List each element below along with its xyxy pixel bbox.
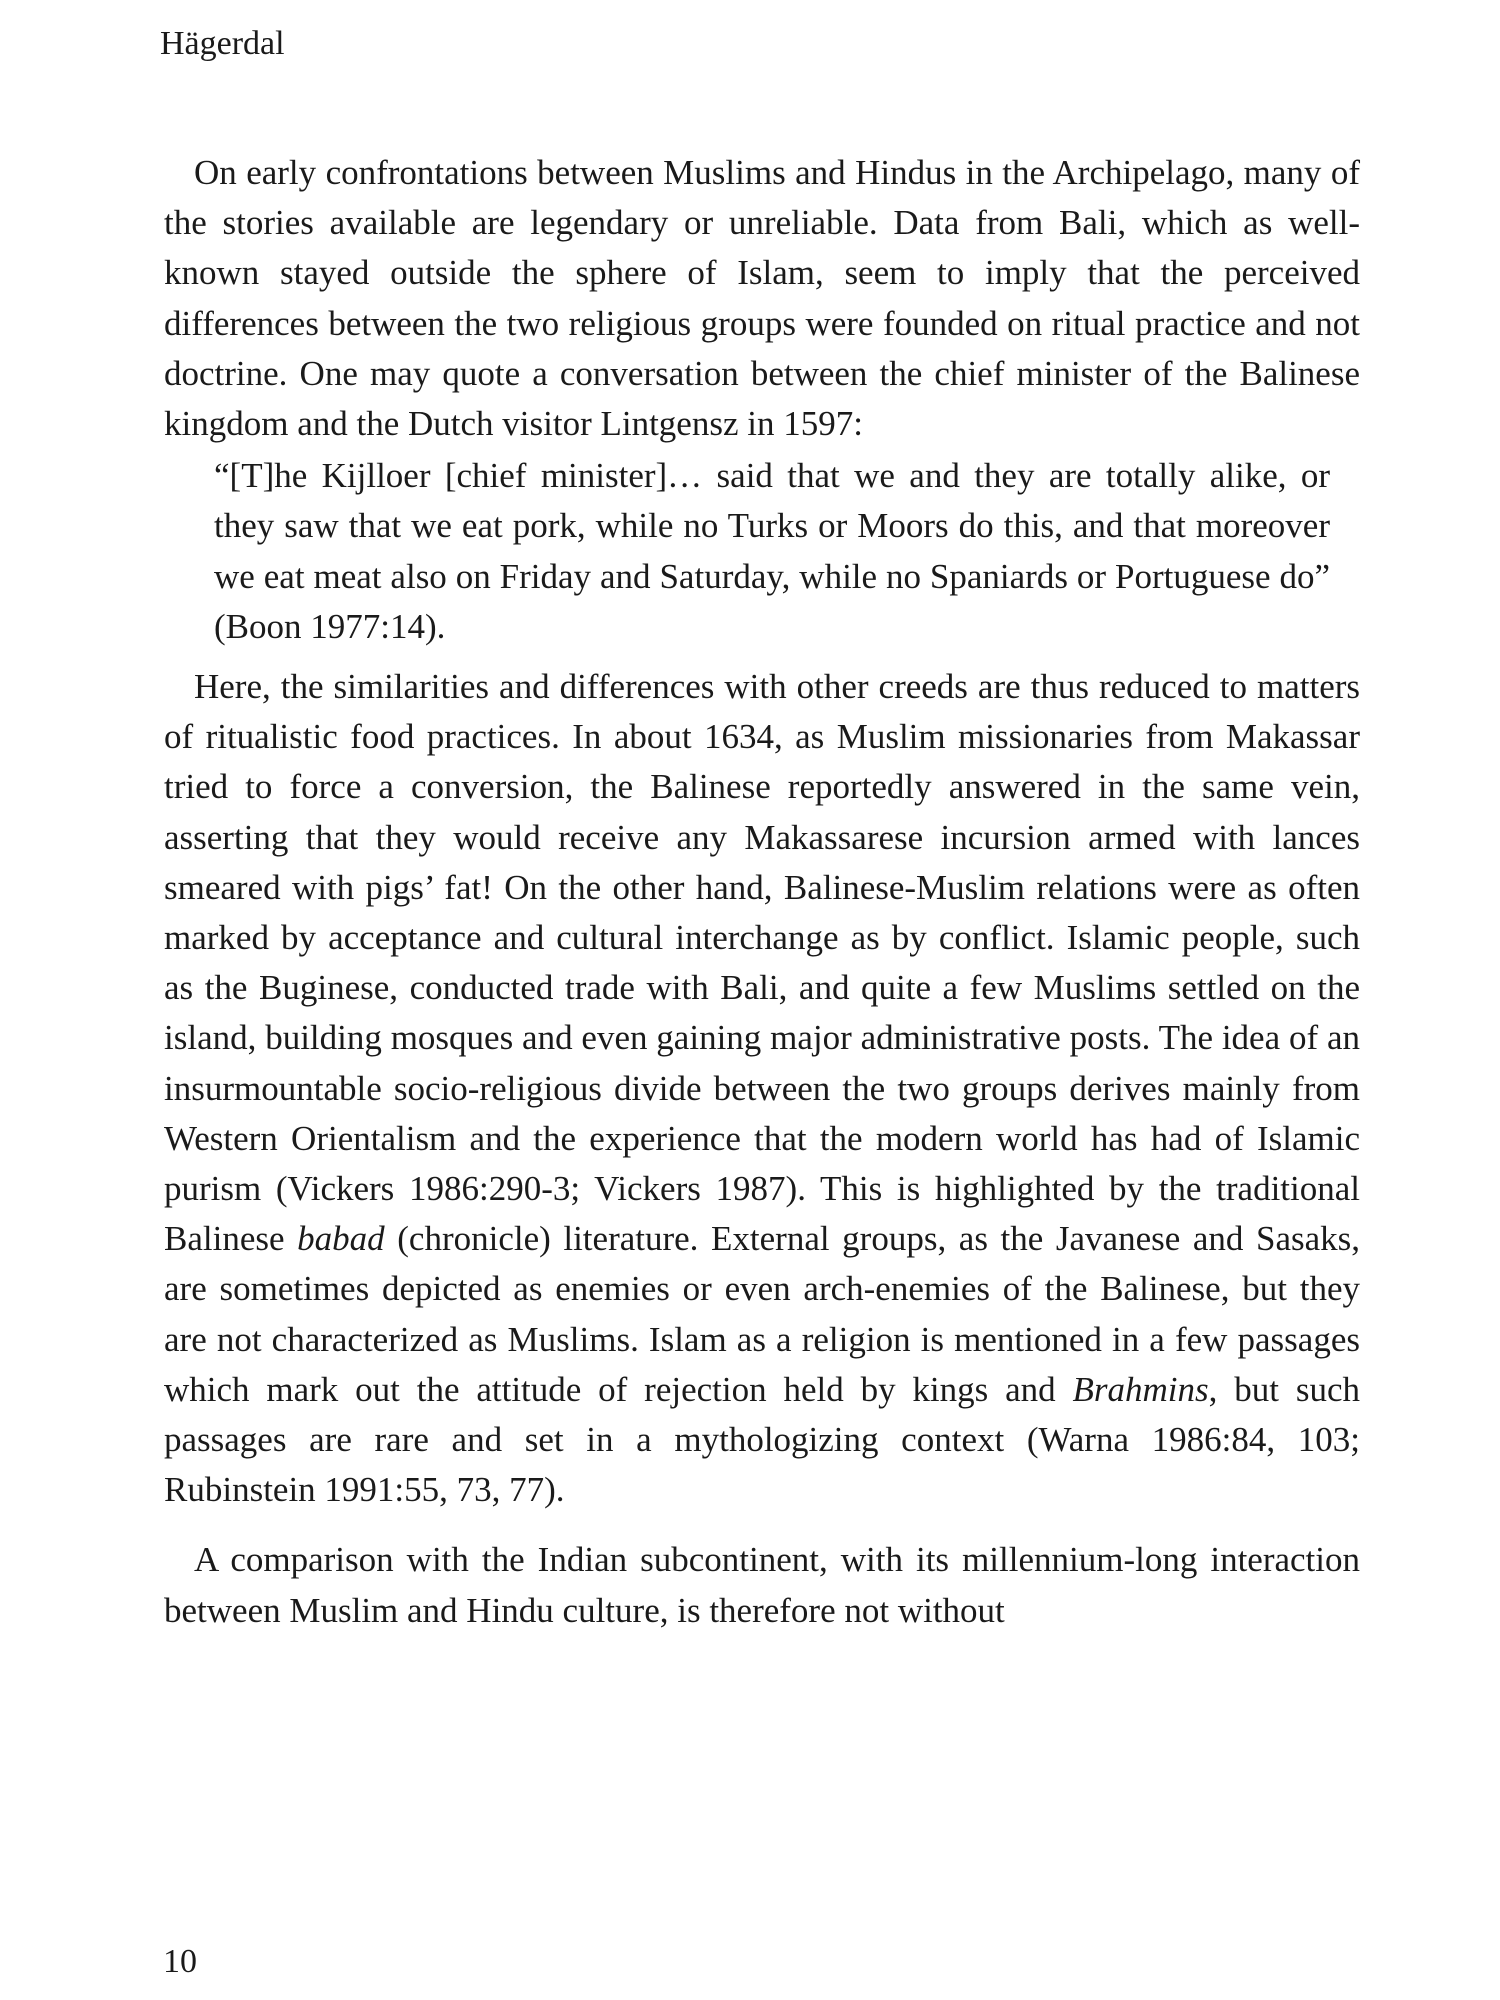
term-brahmins: Brahmins	[1072, 1369, 1209, 1409]
paragraph-similarities	[164, 662, 1360, 1515]
block-quote: “[T]he Kijlloer [chief minister]… said that we and they are totally alike, or they saw that we eat pork, while no Turks or Moors do this, and that moreover we eat meat also on Friday and Saturday, while no Spaniards or Portuguese do” (Boon 1977:14).	[214, 456, 1330, 646]
running-head: Hägerdal	[160, 25, 285, 62]
paragraph-similarities-text-b: (chronicle) literature. External groups, as the Javanese and Sasaks, are sometimes depicted as enemies or even arch-enemies of the Balinese, but they are not characterized as Muslims. Islam as a religion is mentioned in a few passages which mark out the attitude of rejection held by kings and	[164, 1219, 1361, 1409]
paragraph-comparison: A comparison with the Indian subcontinent, with its millennium-long interaction between Muslim and Hindu culture, is therefore not without	[164, 1540, 1360, 1630]
paragraph-intro: On early confrontations between Muslims and Hindus in the Archipelago, many of the stories available are legendary or unreliable. Data from Bali, which as well-known stayed outside the sphere of Islam, seem to imply that the perceived differences between the two religious groups were founded on ritual practice and not doctrine. One may quote a conversation between the chief minister of the Balinese kingdom and the Dutch visitor Lintgensz in 1597:	[164, 153, 1360, 444]
page-number: 10	[163, 1943, 197, 1980]
term-babad: babad	[297, 1219, 385, 1259]
body-text	[164, 148, 1360, 1636]
paragraph-similarities-text-a: Here, the similarities and differences with other creeds are thus reduced to matters of ritualistic food practices. In about 1634, as Muslim missionaries from Makassar tried to force a conversion, the Balinese reportedly answered in the same vein, asserting that they would receive any Makassarese incursion armed with lances smeared with pigs’ fat! On the other hand, Balinese-Muslim relations were as often marked by acceptance and cultural interchange as by conflict. Islamic people, such as the Buginese, conducted trade with Bali, and quite a few Muslims settled on the island, building mosques and even gaining major administrative posts. The idea of an insurmountable socio-religious divide between the two groups derives mainly from Western Orientalism and the experience that the modern world has had of Islamic purism (Vickers 1986:290-3; Vickers 1987). This is highlighted by the traditional Balinese	[164, 667, 1360, 1259]
paragraph-similarities-text-c: , but such passages are rare and set in a mythologizing context (Warna 1986:84, 103; Rubinstein 1991:55, 73, 77).	[164, 1369, 1360, 1510]
